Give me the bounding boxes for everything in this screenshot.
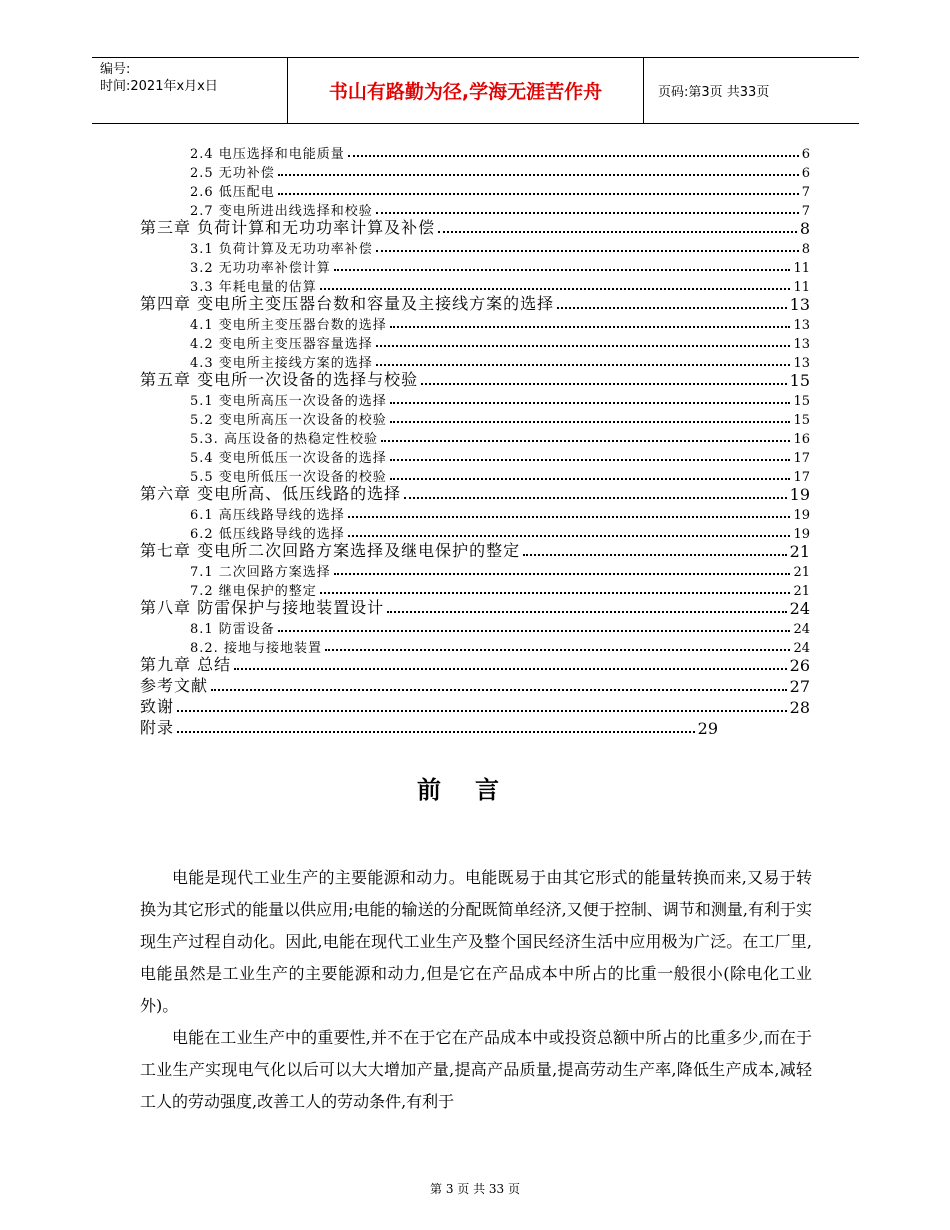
toc-entry[interactable] bbox=[190, 618, 810, 637]
toc-entry[interactable] bbox=[190, 504, 810, 523]
toc-entry-title: 3.1 负荷计算及无功功率补偿 bbox=[190, 242, 373, 257]
toc-entry[interactable] bbox=[190, 143, 810, 162]
toc-entry-page: 19 bbox=[793, 527, 810, 542]
toc-entry[interactable] bbox=[190, 409, 810, 428]
toc-entry-page: 17 bbox=[793, 470, 810, 485]
toc-entry-title: 8.2. 接地与接地装置 bbox=[190, 641, 322, 656]
toc-entry-page: 19 bbox=[793, 508, 810, 523]
toc-chapter[interactable] bbox=[140, 371, 810, 390]
toc-entry-title: 5.4 变电所低压一次设备的选择 bbox=[190, 451, 387, 466]
preface-paragraph: 电能在工业生产中的重要性,并不在于它在产品成本中或投资总额中所占的比重多少,而在于工业生产实现电气化以后可以大大增加产量,提高产品质量,提高劳动生产率,降低生产成本,减轻工人的劳动强度,改善工人的劳动条件,有利于 bbox=[140, 1028, 812, 1111]
toc-entry-title: 6.2 低压线路导线的选择 bbox=[190, 527, 345, 542]
toc-entry[interactable] bbox=[190, 257, 810, 276]
toc-entry[interactable] bbox=[190, 428, 810, 447]
toc-entry-page: 24 bbox=[793, 641, 810, 656]
time-label: 时间:2021年x月x日 bbox=[100, 79, 218, 94]
toc-entry[interactable] bbox=[190, 390, 810, 409]
number-label: 编号: bbox=[100, 62, 131, 77]
toc-entry[interactable] bbox=[190, 181, 810, 200]
toc-entry-page: 15 bbox=[789, 371, 810, 390]
toc-entry-title: 3.3 年耗电量的估算 bbox=[190, 280, 317, 295]
toc-entry-page: 21 bbox=[789, 542, 810, 561]
toc-chapter[interactable] bbox=[140, 698, 810, 717]
toc-entry[interactable] bbox=[190, 162, 810, 181]
toc-entry-title: 第三章 负荷计算和无功功率计算及补偿 bbox=[140, 218, 436, 237]
preface-title: 前言 bbox=[417, 776, 533, 804]
toc-entry-title: 第八章 防雷保护与接地装置设计 bbox=[140, 598, 385, 617]
toc-entry[interactable] bbox=[190, 561, 810, 580]
toc-entry-page: 13 bbox=[793, 356, 810, 371]
header-motto: 书山有路勤为径,学海无涯苦作舟 bbox=[287, 58, 644, 123]
toc-entry-page: 29 bbox=[697, 719, 718, 738]
toc-entry-title: 7.2 继电保护的整定 bbox=[190, 584, 317, 599]
toc-entry-page: 11 bbox=[793, 261, 810, 276]
toc-entry-page: 27 bbox=[789, 677, 810, 696]
toc-entry-title: 6.1 高压线路导线的选择 bbox=[190, 508, 345, 523]
toc-entry[interactable] bbox=[190, 637, 810, 656]
toc-entry-page: 21 bbox=[793, 565, 810, 580]
toc-entry-title: 第九章 总结 bbox=[140, 655, 232, 674]
toc-entry-title: 参考文献 bbox=[140, 676, 209, 695]
toc-chapter[interactable] bbox=[140, 656, 810, 675]
header-meta bbox=[100, 61, 218, 95]
toc-entry-title: 5.3. 高压设备的热稳定性校验 bbox=[190, 432, 378, 447]
page-header bbox=[92, 57, 859, 124]
toc-entry-title: 致谢 bbox=[140, 697, 175, 716]
toc-entry-page: 28 bbox=[789, 698, 810, 717]
toc-entry-page: 13 bbox=[793, 318, 810, 333]
toc-entry-page: 7 bbox=[801, 185, 810, 200]
preface-paragraph: 电能是现代工业生产的主要能源和动力。电能既易于由其它形式的能量转换而来,又易于转换为其它形式的能量以供应用;电能的输送的分配既简单经济,又便于控制、调节和测量,有利于实现生产过程自动化。因此,电能在现代工业生产及整个国民经济生活中应用极为广泛。在工厂里,电能虽然是工业生产的主要能源和动力,但是它在产品成本中所占的比重一般很小(除电化工业外)。 bbox=[140, 868, 812, 1015]
toc-entry-title: 4.3 变电所主接线方案的选择 bbox=[190, 356, 373, 371]
toc-entry-page: 16 bbox=[793, 432, 810, 447]
toc-entry-title: 5.2 变电所高压一次设备的校验 bbox=[190, 413, 387, 428]
toc-chapter[interactable] bbox=[140, 295, 810, 314]
header-page-info: 页码:第3页 共33页 bbox=[658, 85, 770, 100]
toc-entry-title: 4.2 变电所主变压器容量选择 bbox=[190, 337, 373, 352]
toc-entry-title: 3.2 无功功率补偿计算 bbox=[190, 261, 331, 276]
toc-entry-title: 5.5 变电所低压一次设备的校验 bbox=[190, 470, 387, 485]
toc-chapter[interactable] bbox=[140, 599, 810, 618]
toc-entry-page: 13 bbox=[793, 337, 810, 352]
toc-entry-title: 第五章 变电所一次设备的选择与校验 bbox=[140, 370, 419, 389]
toc-entry-page: 24 bbox=[793, 622, 810, 637]
toc-entry-page: 21 bbox=[793, 584, 810, 599]
toc-entry-title: 5.1 变电所高压一次设备的选择 bbox=[190, 394, 387, 409]
toc-entry-page: 8 bbox=[799, 219, 810, 238]
toc-chapter[interactable] bbox=[140, 677, 810, 696]
toc-entry-title: 2.4 电压选择和电能质量 bbox=[190, 147, 345, 162]
toc-chapter[interactable] bbox=[140, 485, 810, 504]
toc-entry-page: 13 bbox=[789, 295, 810, 314]
toc-entry-page: 11 bbox=[793, 280, 810, 295]
toc-entry-page: 6 bbox=[801, 166, 810, 181]
toc-entry-page: 26 bbox=[789, 656, 810, 675]
toc-chapter[interactable] bbox=[140, 542, 810, 561]
toc-entry[interactable] bbox=[190, 238, 810, 257]
toc-entry-title: 附录 bbox=[140, 718, 175, 737]
toc-entry-title: 2.6 低压配电 bbox=[190, 185, 275, 200]
toc-entry-title: 第六章 变电所高、低压线路的选择 bbox=[140, 484, 402, 503]
toc-entry-page: 6 bbox=[801, 147, 810, 162]
toc-chapter[interactable] bbox=[140, 219, 810, 238]
toc-entry-page: 15 bbox=[793, 394, 810, 409]
toc-entry[interactable] bbox=[190, 314, 810, 333]
toc-entry-page: 8 bbox=[801, 242, 810, 257]
toc-entry[interactable] bbox=[190, 447, 810, 466]
toc-entry-page: 24 bbox=[789, 599, 810, 618]
toc-entry-title: 4.1 变电所主变压器台数的选择 bbox=[190, 318, 387, 333]
toc-entry[interactable] bbox=[190, 333, 810, 352]
toc-chapter[interactable] bbox=[140, 719, 718, 738]
toc-entry-page: 7 bbox=[801, 204, 810, 219]
toc-entry-page: 17 bbox=[793, 451, 810, 466]
page-footer: 第 3 页 共 33 页 bbox=[430, 1182, 520, 1196]
toc-entry-title: 2.7 变电所进出线选择和校验 bbox=[190, 204, 373, 219]
toc-entry-title: 第四章 变电所主变压器台数和容量及主接线方案的选择 bbox=[140, 294, 555, 313]
toc-entry-title: 第七章 变电所二次回路方案选择及继电保护的整定 bbox=[140, 541, 521, 560]
toc-entry-title: 2.5 无功补偿 bbox=[190, 166, 275, 181]
toc-entry-title: 8.1 防雷设备 bbox=[190, 622, 275, 637]
toc-entry-page: 19 bbox=[789, 485, 810, 504]
toc-entry-page: 15 bbox=[793, 413, 810, 428]
toc-entry-title: 7.1 二次回路方案选择 bbox=[190, 565, 331, 580]
